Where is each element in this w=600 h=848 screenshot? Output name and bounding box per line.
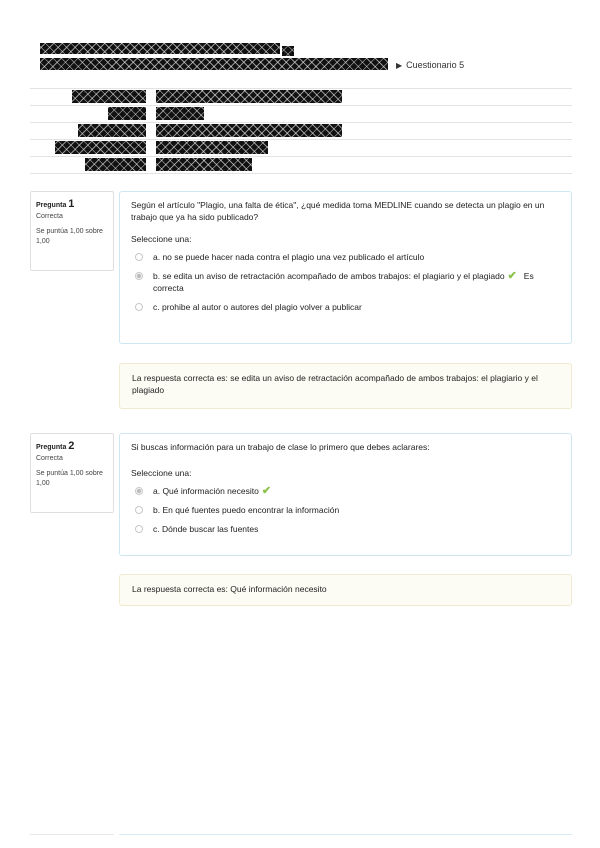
summary-divider [30, 122, 572, 123]
question-state: Correcta [36, 213, 63, 220]
question-grade: Se puntúa 1,00 sobre 1,00 [36, 228, 103, 245]
answer-prompt: Seleccione una: [131, 234, 192, 244]
answer-option-a[interactable]: a. no se puede hacer nada contra el plagio una vez publicado el artículo [131, 248, 560, 267]
redacted-summary-label [108, 107, 146, 120]
redacted-summary-label [55, 141, 146, 154]
check-icon: ✔ [507, 270, 517, 282]
redacted-summary-value [156, 124, 342, 137]
redacted-summary-value [156, 141, 268, 154]
question-2-info [30, 433, 114, 513]
summary-divider [30, 88, 572, 89]
redacted-breadcrumb-path [40, 58, 388, 70]
answer-option-c[interactable]: c. prohibe al autor o autores del plagio volver a publicar [131, 298, 560, 317]
redacted-summary-label [78, 124, 146, 137]
radio-button[interactable] [135, 525, 143, 533]
radio-button[interactable] [135, 506, 143, 514]
redacted-summary-value [156, 158, 252, 171]
redacted-summary-label [72, 90, 146, 103]
radio-button-selected[interactable] [135, 272, 143, 280]
answer-option-a[interactable]: a. Qué información necesito ✔ [131, 482, 560, 501]
question-2-right-answer: La respuesta correcta es: Qué información necesito [119, 574, 572, 606]
question-number: Pregunta 2 [36, 440, 75, 452]
breadcrumb-arrow-icon: ▶ [396, 60, 403, 70]
question-2-formulation [119, 433, 572, 556]
answer-prompt: Seleccione una: [131, 468, 192, 478]
radio-button[interactable] [135, 253, 143, 261]
question-1-info [30, 191, 114, 271]
answer-option-b[interactable]: b. En qué fuentes puedo encontrar la información [131, 501, 560, 520]
breadcrumb-current[interactable]: Cuestionario 5 [406, 60, 465, 70]
footer-divider [119, 834, 572, 835]
footer-divider [30, 834, 114, 835]
redacted-summary-label [85, 158, 146, 171]
question-1-right-answer: La respuesta correcta es: se edita un aviso de retractación acompañado de ambos trabajos: el plagiario y el plagiado [119, 363, 572, 409]
answer-option-c[interactable]: c. Dónde buscar las fuentes [131, 520, 560, 539]
question-state: Correcta [36, 455, 63, 462]
answer-option-b[interactable]: b. se edita un aviso de retractación acompañado de ambos trabajos: el plagiario y el plagiado ✔ Es correcta [131, 267, 560, 298]
answer-options [131, 248, 560, 317]
check-icon: ✔ [261, 485, 272, 497]
radio-button-selected[interactable] [135, 487, 143, 495]
redacted-course-name [40, 43, 280, 54]
summary-divider [30, 156, 572, 157]
answer-options [131, 482, 560, 539]
summary-divider [30, 173, 572, 174]
question-number: Pregunta 1 [36, 198, 75, 210]
redacted-breadcrumb-path-fragment [282, 46, 294, 56]
breadcrumb [396, 60, 464, 70]
question-1-formulation [119, 191, 572, 344]
redacted-summary-value [156, 90, 342, 103]
question-grade: Se puntúa 1,00 sobre 1,00 [36, 470, 103, 487]
summary-divider [30, 105, 572, 106]
option-feedback: Es correcta [153, 271, 534, 293]
summary-divider [30, 139, 572, 140]
radio-button[interactable] [135, 303, 143, 311]
question-text: Si buscas información para un trabajo de clase lo primero que debes aclarares: [131, 442, 430, 452]
question-text: Según el artículo "Plagio, una falta de ética", ¿qué medida toma MEDLINE cuando se detecta un plagio en un trabajo que ya ha sido publicado? [131, 200, 545, 222]
redacted-summary-value [156, 107, 204, 120]
